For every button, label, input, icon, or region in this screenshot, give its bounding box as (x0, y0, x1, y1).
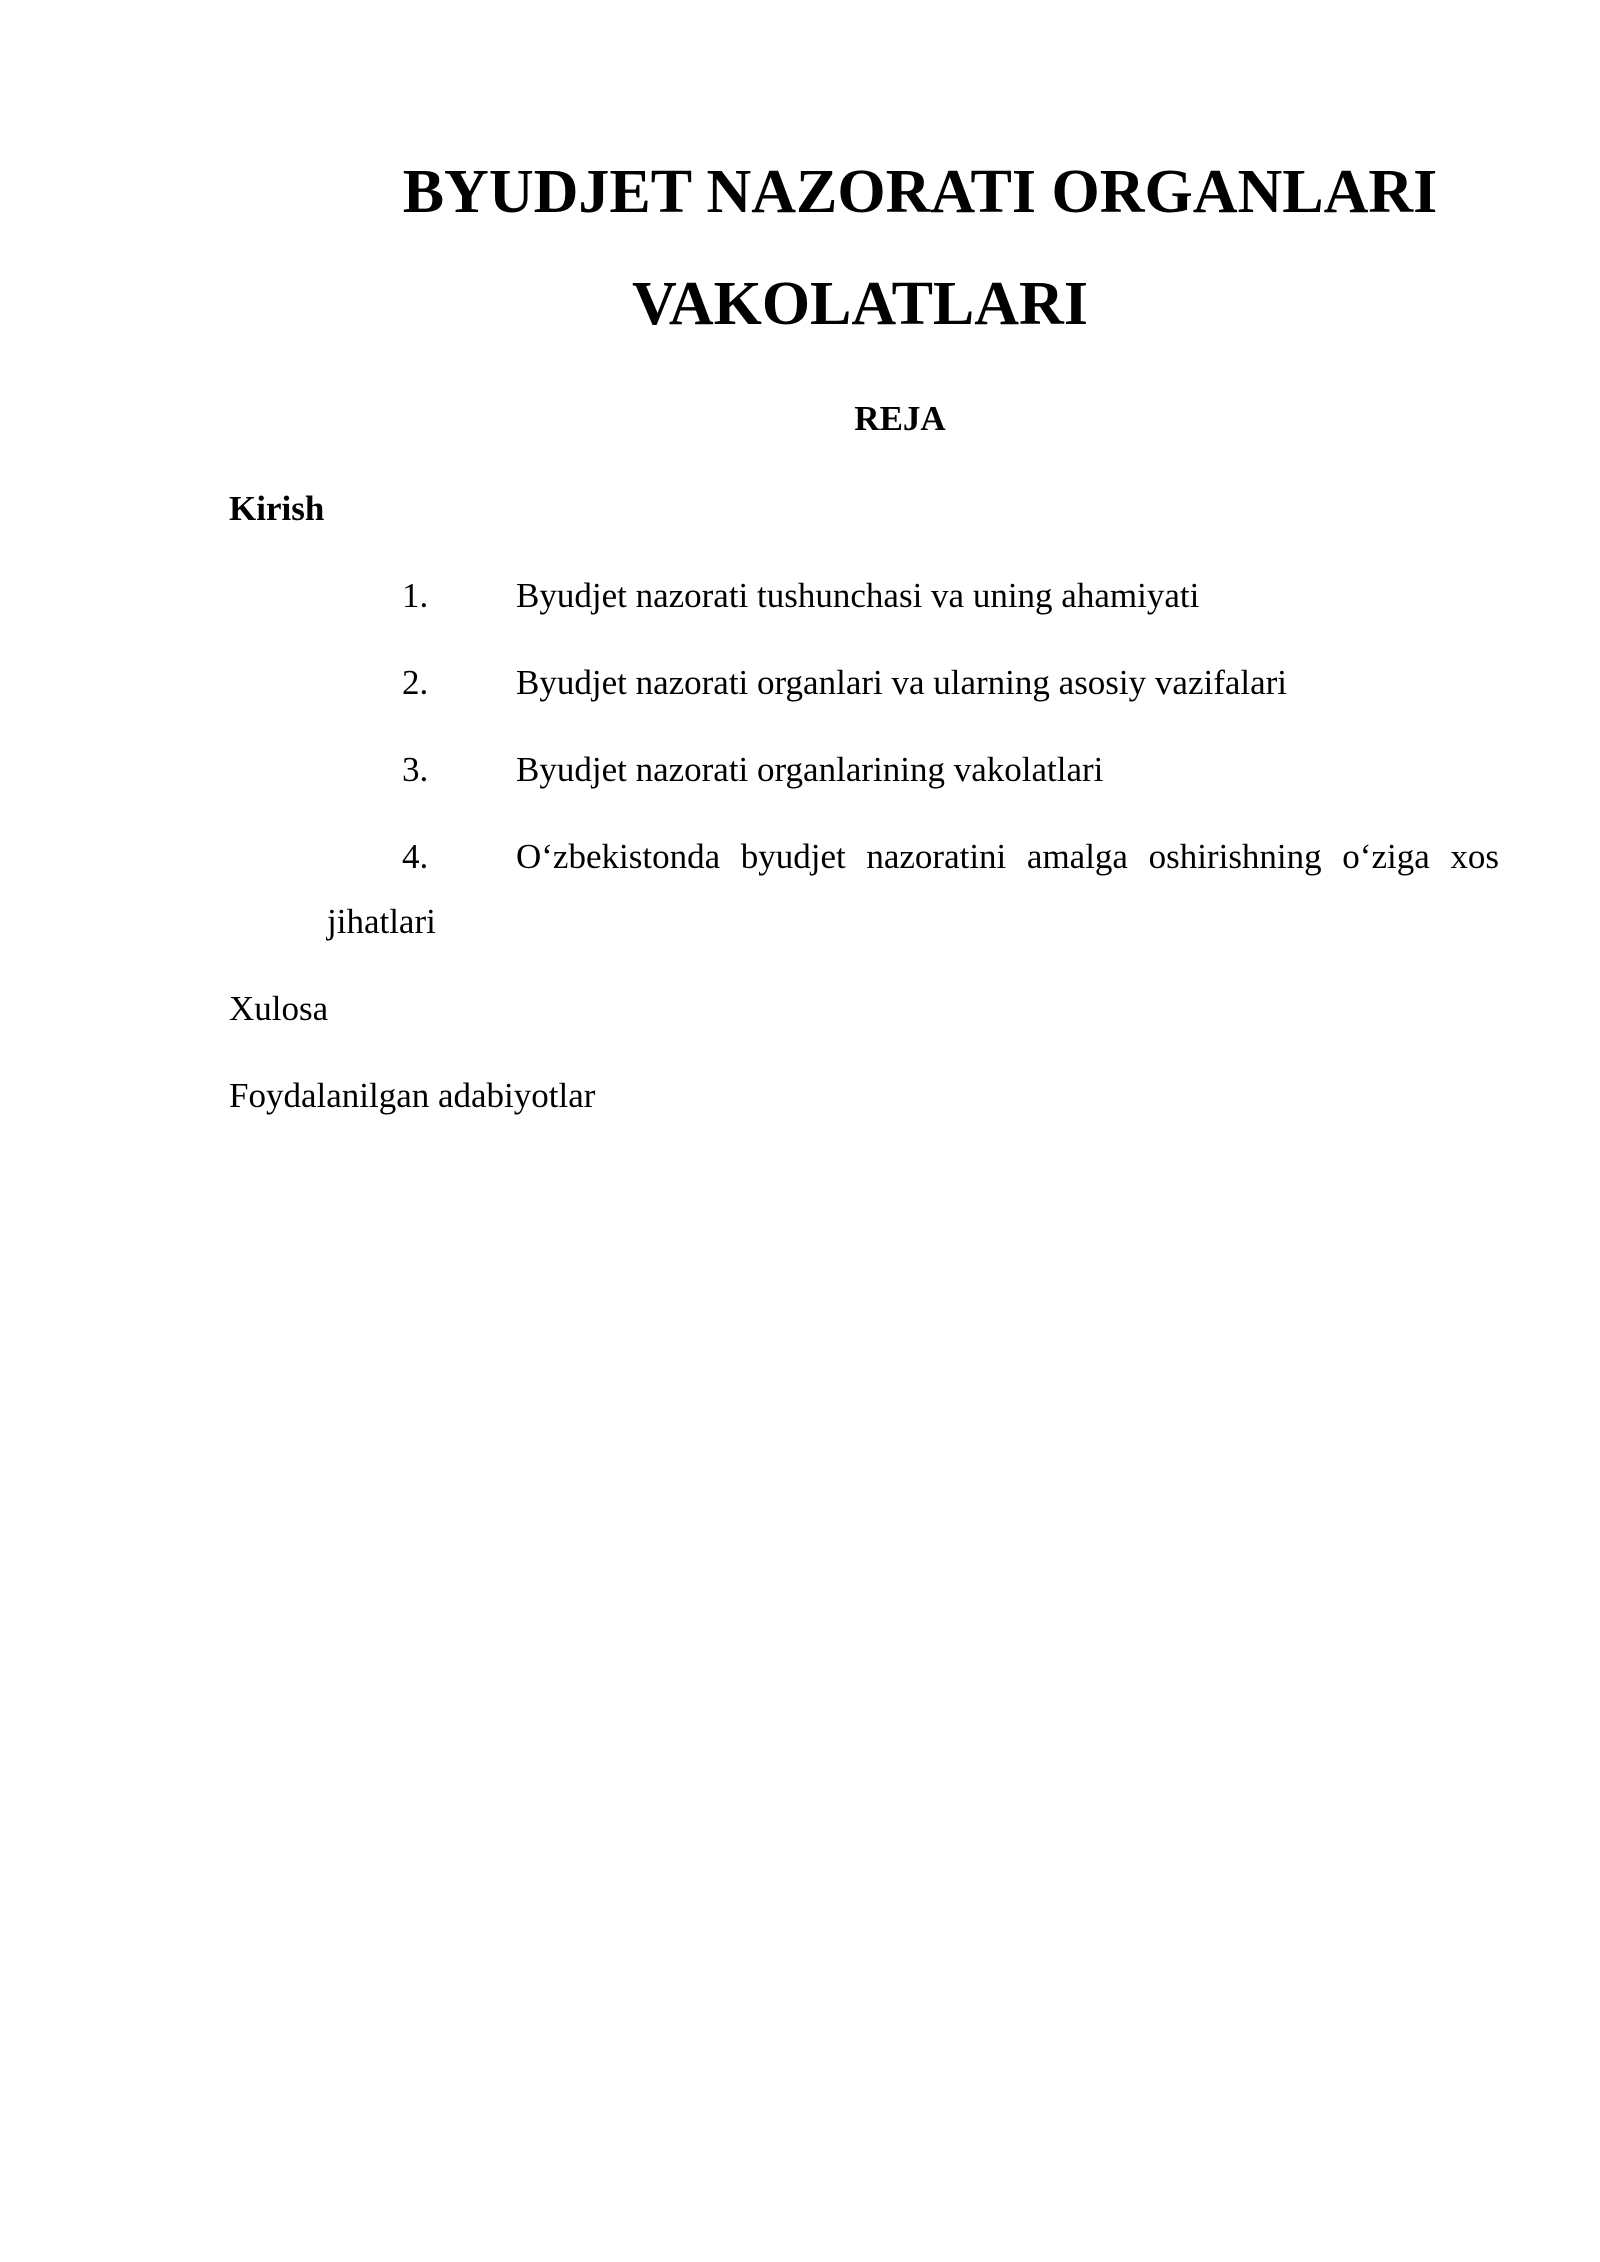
document-title-line-1: BYUDJET NAZORATI ORGANLARI (402, 158, 1438, 226)
list-item-number: 3. (402, 750, 429, 789)
list-item-number: 2. (402, 663, 429, 702)
intro-heading: Kirish (229, 489, 325, 528)
conclusion-heading: Xulosa (229, 989, 329, 1028)
plan-heading: REJA (854, 399, 946, 438)
references-heading: Foydalanilgan adabiyotlar (229, 1076, 596, 1115)
list-item-text: O‘zbekistonda byudjet nazoratini amalga oshirishning o‘ziga xos (516, 837, 1499, 876)
document-title-line-2: VAKOLATLARI (632, 270, 1088, 338)
list-item-number: 1. (402, 576, 429, 615)
list-item-text: Byudjet nazorati organlarining vakolatlari (516, 750, 1104, 789)
list-item-text: Byudjet nazorati organlari va ularning asosiy vazifalari (516, 663, 1288, 702)
list-item-number: 4. (402, 837, 429, 876)
list-item-continuation: jihatlari (327, 902, 436, 941)
list-item-text: Byudjet nazorati tushunchasi va uning ahamiyati (516, 576, 1200, 615)
